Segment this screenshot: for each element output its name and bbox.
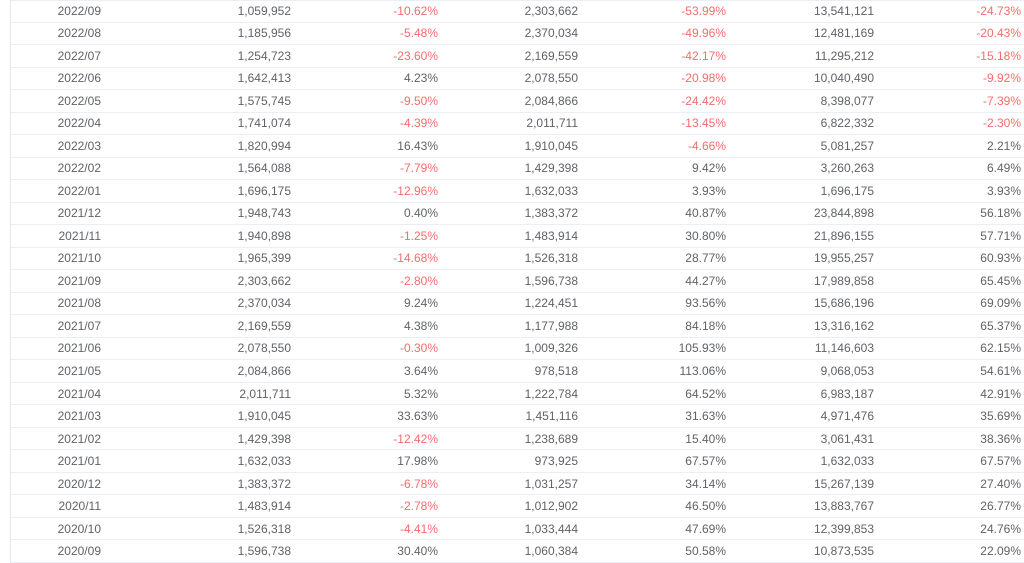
secondary-change-cell: -49.96% bbox=[681, 26, 726, 41]
monthly-change-cell: -6.78% bbox=[399, 476, 438, 491]
secondary-value-cell: 1,910,045 bbox=[524, 138, 578, 153]
secondary-change-cell: -42.17% bbox=[681, 48, 726, 63]
table-row bbox=[11, 315, 1024, 338]
secondary-value-cell: 1,009,326 bbox=[524, 341, 578, 356]
date-cell: 2021/02 bbox=[57, 431, 101, 446]
date-cell: 2022/09 bbox=[57, 4, 101, 19]
secondary-change-cell: 46.50% bbox=[685, 499, 726, 514]
secondary-change-cell: 15.40% bbox=[685, 431, 726, 446]
cumulative-change-cell: 56.18% bbox=[980, 206, 1021, 221]
monthly-value-cell: 1,965,399 bbox=[237, 251, 291, 266]
monthly-value-cell: 1,642,413 bbox=[237, 71, 291, 86]
date-cell: 2021/05 bbox=[57, 364, 101, 378]
table-row bbox=[11, 540, 1024, 563]
cumulative-change-cell: 67.57% bbox=[980, 454, 1021, 469]
table-row bbox=[11, 360, 1024, 383]
table-row bbox=[11, 338, 1024, 361]
cumulative-change-cell: 62.15% bbox=[980, 341, 1021, 356]
monthly-change-cell: -2.80% bbox=[399, 273, 438, 288]
monthly-value-cell: 1,910,045 bbox=[237, 409, 291, 424]
secondary-change-cell: 40.87% bbox=[685, 206, 726, 221]
secondary-value-cell: 1,451,116 bbox=[525, 409, 578, 424]
secondary-change-cell: -24.42% bbox=[681, 93, 726, 108]
cumulative-change-cell: -24.73% bbox=[976, 4, 1021, 19]
cumulative-value-cell: 13,883,767 bbox=[813, 499, 874, 514]
cumulative-value-cell: 6,983,187 bbox=[820, 386, 874, 401]
date-cell: 2021/12 bbox=[57, 206, 101, 221]
cumulative-value-cell: 17,989,858 bbox=[813, 273, 874, 288]
table-row bbox=[11, 158, 1024, 181]
cumulative-change-cell: 38.36% bbox=[980, 431, 1021, 446]
monthly-value-cell: 1,820,994 bbox=[237, 138, 291, 153]
monthly-change-cell: 9.24% bbox=[403, 296, 438, 311]
secondary-change-cell: 3.93% bbox=[691, 183, 726, 198]
cumulative-change-cell: 3.93% bbox=[986, 183, 1021, 198]
table-row bbox=[11, 405, 1024, 428]
date-cell: 2020/10 bbox=[57, 521, 101, 536]
table-row bbox=[11, 450, 1024, 473]
table-row bbox=[11, 90, 1024, 113]
date-cell: 2021/10 bbox=[57, 251, 101, 266]
cumulative-value-cell: 15,686,196 bbox=[813, 296, 874, 311]
date-cell: 2021/06 bbox=[57, 341, 101, 356]
cumulative-value-cell: 3,061,431 bbox=[820, 431, 874, 446]
secondary-value-cell: 2,011,711 bbox=[526, 116, 578, 131]
monthly-value-cell: 1,940,898 bbox=[237, 228, 291, 243]
monthly-change-cell: 33.63% bbox=[397, 409, 438, 424]
cumulative-change-cell: -7.39% bbox=[982, 93, 1021, 108]
secondary-change-cell: 31.63% bbox=[685, 409, 726, 424]
date-cell: 2020/11 bbox=[58, 499, 101, 514]
secondary-change-cell: 105.93% bbox=[678, 341, 726, 356]
monthly-change-cell: -0.30% bbox=[399, 341, 438, 356]
monthly-change-cell: 4.38% bbox=[403, 318, 438, 333]
date-cell: 2021/03 bbox=[57, 409, 101, 424]
cumulative-value-cell: 9,068,053 bbox=[820, 364, 874, 378]
secondary-value-cell: 1,031,257 bbox=[524, 476, 578, 491]
monthly-change-cell: -12.42% bbox=[393, 431, 438, 446]
secondary-change-cell: -13.45% bbox=[681, 116, 726, 131]
monthly-value-cell: 2,303,662 bbox=[237, 273, 291, 288]
cumulative-change-cell: 65.45% bbox=[980, 273, 1021, 288]
secondary-value-cell: 2,370,034 bbox=[524, 26, 578, 41]
monthly-value-cell: 1,564,088 bbox=[237, 161, 291, 176]
monthly-change-cell: 0.40% bbox=[403, 206, 438, 221]
cumulative-change-cell: 65.37% bbox=[980, 318, 1021, 333]
cumulative-change-cell: 26.77% bbox=[980, 499, 1021, 514]
cumulative-value-cell: 4,971,476 bbox=[820, 409, 874, 424]
monthly-change-cell: 3.64% bbox=[403, 364, 438, 378]
table-row bbox=[11, 473, 1024, 496]
secondary-change-cell: 30.80% bbox=[685, 228, 726, 243]
table-row bbox=[11, 495, 1024, 518]
secondary-change-cell: 67.57% bbox=[685, 454, 726, 469]
date-cell: 2021/04 bbox=[57, 386, 101, 401]
secondary-change-cell: -20.98% bbox=[681, 71, 726, 86]
cumulative-value-cell: 1,632,033 bbox=[820, 454, 874, 469]
secondary-value-cell: 1,222,784 bbox=[524, 386, 578, 401]
secondary-change-cell: -4.66% bbox=[687, 138, 726, 153]
secondary-change-cell: 84.18% bbox=[685, 318, 726, 333]
date-cell: 2021/11 bbox=[58, 228, 101, 243]
table-row bbox=[11, 428, 1024, 451]
monthly-change-cell: -9.50% bbox=[399, 93, 438, 108]
table-row bbox=[11, 203, 1024, 226]
secondary-value-cell: 1,383,372 bbox=[524, 206, 578, 221]
monthly-data-table[interactable] bbox=[10, 0, 1024, 563]
cumulative-value-cell: 1,696,175 bbox=[820, 183, 874, 198]
date-cell: 2022/06 bbox=[57, 71, 101, 86]
cumulative-value-cell: 12,399,853 bbox=[813, 521, 874, 536]
secondary-change-cell: 93.56% bbox=[685, 296, 726, 311]
cumulative-value-cell: 8,398,077 bbox=[820, 93, 874, 108]
monthly-value-cell: 1,059,952 bbox=[237, 4, 291, 19]
date-cell: 2021/08 bbox=[57, 296, 101, 311]
date-cell: 2020/12 bbox=[57, 476, 101, 491]
cumulative-change-cell: 24.76% bbox=[980, 521, 1021, 536]
monthly-value-cell: 2,084,866 bbox=[237, 364, 291, 378]
table-row bbox=[11, 518, 1024, 541]
monthly-change-cell: 5.32% bbox=[403, 386, 438, 401]
table-body bbox=[11, 0, 1024, 563]
cumulative-value-cell: 21,896,155 bbox=[813, 228, 874, 243]
cumulative-change-cell: 60.93% bbox=[980, 251, 1021, 266]
cumulative-value-cell: 15,267,139 bbox=[813, 476, 874, 491]
date-cell: 2022/07 bbox=[57, 48, 101, 63]
secondary-value-cell: 1,224,451 bbox=[524, 296, 578, 311]
monthly-change-cell: -14.68% bbox=[393, 251, 438, 266]
cumulative-value-cell: 23,844,898 bbox=[813, 206, 874, 221]
date-cell: 2022/03 bbox=[57, 138, 101, 153]
cumulative-value-cell: 19,955,257 bbox=[813, 251, 874, 266]
table-row bbox=[11, 383, 1024, 406]
cumulative-value-cell: 5,081,257 bbox=[820, 138, 874, 153]
cumulative-change-cell: -9.92% bbox=[982, 71, 1021, 86]
secondary-change-cell: 28.77% bbox=[685, 251, 726, 266]
cumulative-change-cell: 2.21% bbox=[986, 138, 1021, 153]
secondary-value-cell: 2,078,550 bbox=[524, 71, 578, 86]
monthly-value-cell: 2,011,711 bbox=[239, 386, 291, 401]
secondary-value-cell: 1,177,988 bbox=[524, 318, 578, 333]
cumulative-value-cell: 10,873,535 bbox=[813, 544, 874, 559]
date-cell: 2021/07 bbox=[57, 318, 101, 333]
date-cell: 2020/09 bbox=[57, 544, 101, 559]
secondary-change-cell: 44.27% bbox=[685, 273, 726, 288]
cumulative-change-cell: 54.61% bbox=[980, 364, 1021, 378]
monthly-value-cell: 2,169,559 bbox=[237, 318, 291, 333]
secondary-value-cell: 1,596,738 bbox=[524, 273, 578, 288]
monthly-value-cell: 2,078,550 bbox=[237, 341, 291, 356]
cumulative-change-cell: 6.49% bbox=[986, 161, 1021, 176]
cumulative-value-cell: 3,260,263 bbox=[820, 161, 874, 176]
secondary-change-cell: 50.58% bbox=[685, 544, 726, 559]
monthly-value-cell: 1,429,398 bbox=[237, 431, 291, 446]
monthly-value-cell: 1,254,723 bbox=[237, 48, 291, 63]
table-row bbox=[11, 23, 1024, 46]
monthly-change-cell: 30.40% bbox=[397, 544, 438, 559]
cumulative-change-cell: -2.30% bbox=[982, 116, 1021, 131]
monthly-change-cell: -5.48% bbox=[399, 26, 438, 41]
table-row bbox=[11, 68, 1024, 91]
cumulative-value-cell: 11,295,212 bbox=[814, 48, 874, 63]
monthly-value-cell: 1,185,956 bbox=[237, 26, 291, 41]
cumulative-value-cell: 12,481,169 bbox=[813, 26, 874, 41]
cumulative-change-cell: -20.43% bbox=[976, 26, 1021, 41]
table-row bbox=[11, 0, 1024, 23]
secondary-value-cell: 1,238,689 bbox=[524, 431, 578, 446]
monthly-value-cell: 2,370,034 bbox=[237, 296, 291, 311]
secondary-value-cell: 2,084,866 bbox=[524, 93, 578, 108]
cumulative-value-cell: 13,541,121 bbox=[813, 4, 874, 19]
date-cell: 2022/05 bbox=[57, 93, 101, 108]
monthly-change-cell: -2.78% bbox=[399, 499, 438, 514]
monthly-value-cell: 1,526,318 bbox=[237, 521, 291, 536]
table-row bbox=[11, 113, 1024, 136]
date-cell: 2022/04 bbox=[57, 116, 101, 131]
secondary-value-cell: 1,429,398 bbox=[524, 161, 578, 176]
table-row bbox=[11, 293, 1024, 316]
date-cell: 2022/08 bbox=[57, 26, 101, 41]
secondary-value-cell: 1,033,444 bbox=[524, 521, 578, 536]
cumulative-change-cell: -15.18% bbox=[976, 48, 1021, 63]
secondary-change-cell: 47.69% bbox=[685, 521, 726, 536]
monthly-value-cell: 1,741,074 bbox=[237, 116, 291, 131]
secondary-change-cell: 9.42% bbox=[691, 161, 726, 176]
cumulative-change-cell: 69.09% bbox=[980, 296, 1021, 311]
table-row bbox=[11, 180, 1024, 203]
secondary-change-cell: 113.06% bbox=[679, 364, 726, 378]
secondary-value-cell: 973,925 bbox=[534, 454, 578, 469]
cumulative-change-cell: 22.09% bbox=[980, 544, 1021, 559]
date-cell: 2021/09 bbox=[57, 273, 101, 288]
table-row bbox=[11, 225, 1024, 248]
cumulative-change-cell: 42.91% bbox=[980, 386, 1021, 401]
cumulative-value-cell: 6,822,332 bbox=[820, 116, 874, 131]
date-cell: 2022/01 bbox=[57, 183, 101, 198]
secondary-change-cell: 64.52% bbox=[685, 386, 726, 401]
monthly-change-cell: -23.60% bbox=[393, 48, 438, 63]
secondary-change-cell: -53.99% bbox=[681, 4, 726, 19]
monthly-value-cell: 1,575,745 bbox=[237, 93, 291, 108]
secondary-value-cell: 1,060,384 bbox=[524, 544, 578, 559]
monthly-change-cell: 17.98% bbox=[397, 454, 438, 469]
table-row bbox=[11, 248, 1024, 271]
monthly-value-cell: 1,632,033 bbox=[237, 454, 291, 469]
monthly-change-cell: -1.25% bbox=[399, 228, 438, 243]
cumulative-value-cell: 11,146,603 bbox=[814, 341, 874, 356]
secondary-value-cell: 978,518 bbox=[534, 364, 578, 378]
cumulative-change-cell: 27.40% bbox=[980, 476, 1021, 491]
cumulative-change-cell: 57.71% bbox=[980, 228, 1021, 243]
date-cell: 2021/01 bbox=[57, 454, 101, 469]
secondary-value-cell: 1,012,902 bbox=[524, 499, 578, 514]
monthly-change-cell: -4.41% bbox=[399, 521, 438, 536]
table-row bbox=[11, 135, 1024, 158]
monthly-value-cell: 1,948,743 bbox=[237, 206, 291, 221]
cumulative-value-cell: 10,040,490 bbox=[813, 71, 874, 86]
monthly-value-cell: 1,596,738 bbox=[237, 544, 291, 559]
monthly-value-cell: 1,483,914 bbox=[237, 499, 291, 514]
monthly-change-cell: -7.79% bbox=[399, 161, 438, 176]
monthly-value-cell: 1,383,372 bbox=[237, 476, 291, 491]
monthly-change-cell: -4.39% bbox=[399, 116, 438, 131]
secondary-value-cell: 1,632,033 bbox=[524, 183, 578, 198]
table-row bbox=[11, 45, 1024, 68]
secondary-value-cell: 1,483,914 bbox=[524, 228, 578, 243]
date-cell: 2022/02 bbox=[57, 161, 101, 176]
secondary-change-cell: 34.14% bbox=[685, 476, 726, 491]
secondary-value-cell: 2,303,662 bbox=[524, 4, 578, 19]
monthly-value-cell: 1,696,175 bbox=[237, 183, 291, 198]
secondary-value-cell: 2,169,559 bbox=[524, 48, 578, 63]
monthly-change-cell: 4.23% bbox=[403, 71, 438, 86]
cumulative-change-cell: 35.69% bbox=[980, 409, 1021, 424]
monthly-change-cell: -10.62% bbox=[393, 4, 438, 19]
monthly-change-cell: 16.43% bbox=[397, 138, 438, 153]
table-row bbox=[11, 270, 1024, 293]
monthly-change-cell: -12.96% bbox=[393, 183, 438, 198]
secondary-value-cell: 1,526,318 bbox=[524, 251, 578, 266]
cumulative-value-cell: 13,316,162 bbox=[813, 318, 874, 333]
